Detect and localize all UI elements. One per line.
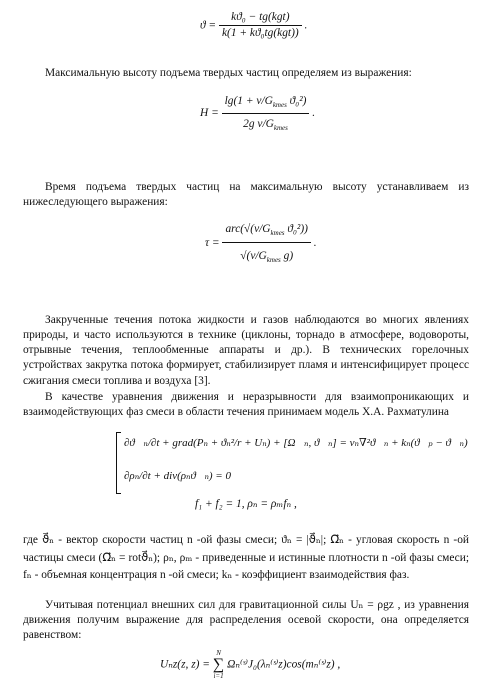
eq4-sum (213, 650, 224, 680)
eq3-denominator (222, 242, 310, 265)
eq3-num-main: arc(√(ν/G (225, 223, 271, 235)
eq4-sum-symbol: ∑ (212, 656, 225, 673)
equation-theta (200, 10, 307, 41)
eq2-num-sub: kmes (272, 101, 287, 109)
eq4-lhs: Uₙz(z, z) = (160, 658, 210, 671)
eq2-denominator (222, 113, 310, 133)
eq2-den-main: 2g ν/G (243, 118, 274, 131)
eq3-den-sub: kmes (266, 256, 281, 265)
eq1-numerator: kϑ₀ − tg(kgt) (231, 11, 290, 23)
equation-axial-velocity (160, 650, 340, 680)
eq3-numerator (222, 222, 310, 242)
paragraph-potential: Учитывая потенциал внешних сил для гравитационной силы Uₙ = ρgz , из уравнения движения получим выражение для распределения осевой скорости, она определяется равенством: (23, 599, 469, 642)
eq2-fraction (222, 94, 310, 134)
eq1-denominator: k(1 + kϑ₀tg(kgt)) (219, 25, 302, 41)
eq1-tail: . (304, 19, 308, 32)
eq3-num-sub: kmes (270, 229, 285, 237)
system-brace (116, 432, 121, 494)
eq4-rhs: Ωₙ⁽ˢ⁾J₀(λₙ⁽ˢ⁾z)cos(mₙ⁽ˢ⁾z) , (227, 658, 341, 671)
eq2-tail: . (312, 107, 316, 120)
eq2-lhs: H = (200, 107, 219, 120)
eq3-den-main: √(ν/G (240, 250, 267, 263)
paragraph-model: В качестве уравнения движения и неразрывности для взаимопроникающих и взаимодействующих фаз смеси в области течения принимаем модель Х.А. Рахматулина (23, 391, 469, 419)
eq1-fraction (219, 10, 302, 41)
eq2-num-tail: ϑ₀²) (286, 95, 307, 107)
eq3-fraction (222, 222, 310, 266)
eq2-num-main: lg(1 + ν/G (224, 95, 273, 107)
eq4-sum-bottom: i=1 (213, 672, 224, 680)
eq2-numerator (222, 94, 310, 113)
system-line-2: ∂ρₙ/∂t + div(ρₙϑ⃗ₙ) = 0 (124, 470, 231, 482)
eq3-num-tail: ϑ₀²)) (284, 223, 308, 235)
eq3-den-tail: g) (280, 250, 294, 263)
system-line-1: ∂ϑ⃗ₙ/∂t + grad(Pₙ + ϑₙ²/r + Uₙ) + [Ω⃗ₙ, ϑ⃗ₙ] = νₙ∇²ϑ⃗ₙ + kₙ(ϑ⃗ₚ − ϑ⃗ₙ) (124, 437, 468, 449)
equation-rise-time (205, 222, 317, 266)
eq4-sum-top: N (216, 649, 221, 657)
paragraph-swirl-flows: Закрученные течения потока жидкости и газов наблюдаются во многих явлениях природы, и часто используются в технике (циклоны, торнадо в атмосфере, водовороты, отрывные течения, теплообменные аппараты и др.). В технических горелочных устройствах закрутка потока формирует, стабилизирует пламя и интенсифицирует процесс сжигания смеси топлива и воздуха [3]. (23, 314, 469, 387)
eq1-lhs: ϑ = (200, 19, 217, 32)
system-line-3: f₁ + f₂ = 1, ρₙ = ρₘfₙ , (195, 498, 297, 510)
eq3-lhs: τ = (205, 237, 220, 250)
equation-max-height (200, 94, 315, 134)
eq2-den-sub: kmes (273, 124, 288, 133)
paragraph-rise-time: Время подъема твердых частиц на максимальную высоту устанавливаем из нижеследующего выражения: (23, 181, 469, 209)
eq3-tail: . (313, 237, 317, 250)
paragraph-definitions: где ϑ⃗ₙ - вектор скорости частиц n -ой фазы смеси; ϑₙ = |ϑ⃗ₙ|; Ω⃗ₙ - угловая скорость n -ой частицы смеси (Ω⃗ₙ = rotϑ⃗ₙ); ρₙ, ρₘ - приведенные и истинные плотности n -ой фазы смеси; fₙ - объемная концентрация n -ой смеси; kₙ - коэффициент взаимодействия фаз. (23, 534, 469, 582)
paragraph-max-height: Максимальную высоту подъема твердых частиц определяем из выражения: (45, 67, 412, 79)
